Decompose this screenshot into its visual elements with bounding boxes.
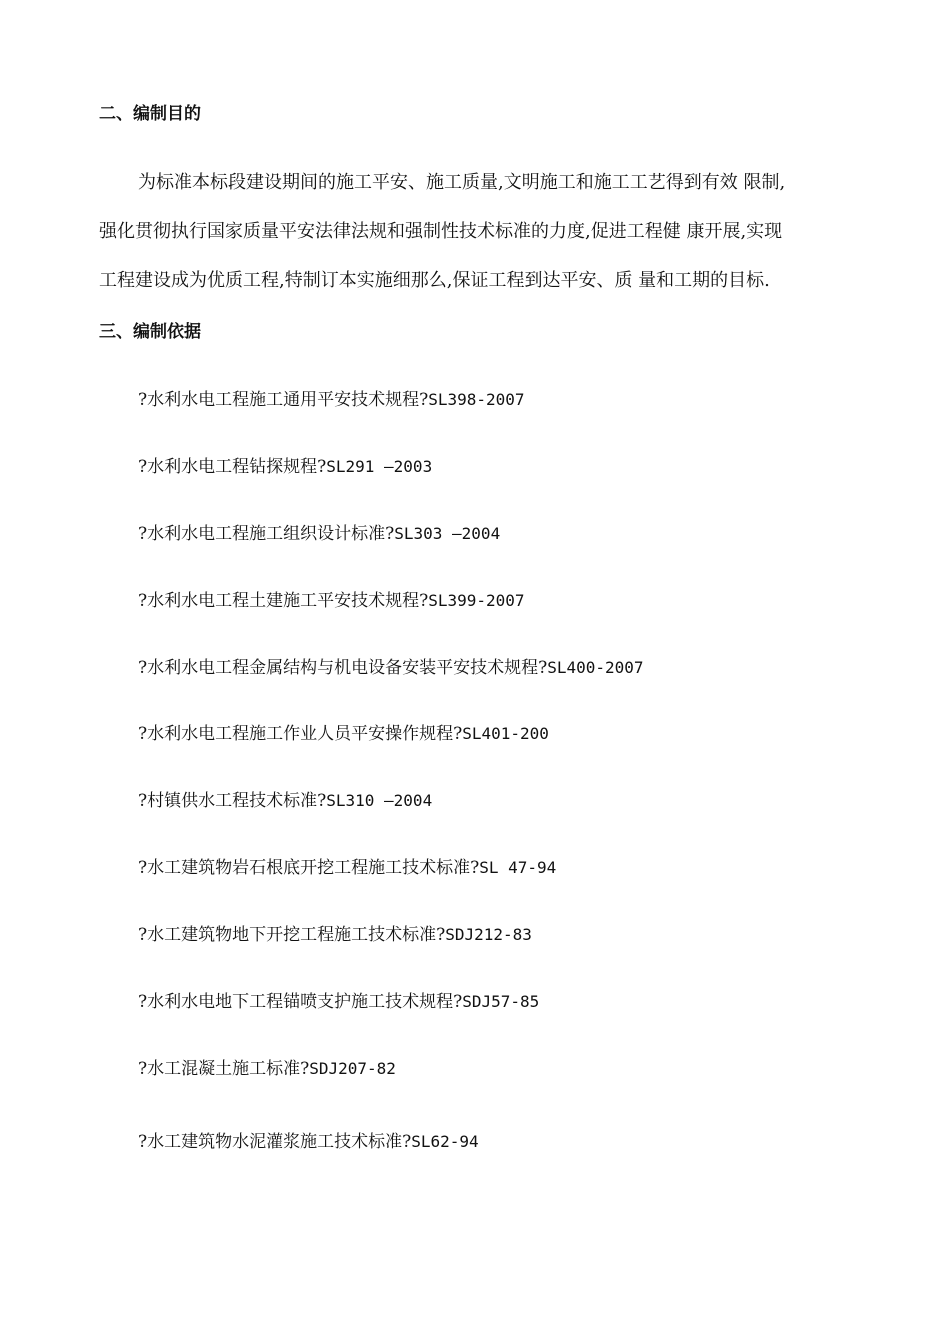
section-heading-purpose: 二、编制目的 — [99, 104, 201, 124]
reference-title: ?水利水电工程施工通用平安技术规程? — [138, 390, 429, 410]
paragraph-line: 为标准本标段建设期间的施工平安、施工质量,文明施工和施工工艺得到有效 限制, — [138, 172, 786, 193]
reference-code: SL303 —2004 — [394, 524, 501, 543]
reference-code: SL400-2007 — [547, 658, 644, 677]
reference-item — [138, 1130, 479, 1154]
section-heading-basis: 三、编制依据 — [99, 322, 201, 342]
reference-code: SL 47-94 — [479, 858, 557, 877]
reference-title: ?水工建筑物岩石根底开挖工程施工技术标准? — [138, 858, 480, 878]
reference-list — [138, 0, 838, 1344]
reference-title: ?水利水电工程施工组织设计标准? — [138, 524, 395, 544]
reference-code: SL401-200 — [462, 724, 549, 743]
reference-code: SL398-2007 — [428, 390, 525, 409]
reference-title: ?水利水电工程土建施工平安技术规程? — [138, 591, 429, 611]
reference-title: ?村镇供水工程技术标准? — [138, 791, 327, 811]
paragraph-line: 工程建设成为优质工程,特制订本实施细那么,保证工程到达平安、质 量和工期的目标. — [99, 270, 770, 291]
paragraph-line: 强化贯彻执行国家质量平安法律法规和强制性技术标准的力度,促进工程健 康开展,实现 — [99, 221, 783, 242]
reference-title: ?水工建筑物地下开挖工程施工技术标准? — [138, 925, 446, 945]
reference-title: ?水利水电地下工程锚喷支护施工技术规程? — [138, 992, 463, 1012]
reference-item — [138, 923, 532, 947]
reference-title: ?水工混凝土施工标准? — [138, 1059, 310, 1079]
reference-item — [138, 789, 432, 813]
reference-title: ?水利水电工程施工作业人员平安操作规程? — [138, 724, 463, 744]
reference-code: SL62-94 — [411, 1132, 479, 1151]
reference-title: ?水利水电工程钻探规程? — [138, 457, 327, 477]
reference-item — [138, 722, 549, 746]
reference-code: SDJ207-82 — [309, 1059, 396, 1078]
reference-title: ?水利水电工程金属结构与机电设备安装平安技术规程? — [138, 658, 548, 678]
reference-item — [138, 589, 525, 613]
reference-item — [138, 1057, 396, 1081]
reference-item — [138, 856, 556, 880]
reference-item — [138, 388, 525, 412]
reference-code: SDJ57-85 — [462, 992, 540, 1011]
reference-item — [138, 522, 500, 546]
reference-item — [138, 455, 432, 479]
reference-item — [138, 656, 644, 680]
reference-code: SL399-2007 — [428, 591, 525, 610]
reference-title: ?水工建筑物水泥灌浆施工技术标准? — [138, 1132, 412, 1152]
reference-code: SL291 —2003 — [326, 457, 433, 476]
reference-code: SL310 —2004 — [326, 791, 433, 810]
reference-code: SDJ212-83 — [445, 925, 532, 944]
reference-item — [138, 990, 539, 1014]
